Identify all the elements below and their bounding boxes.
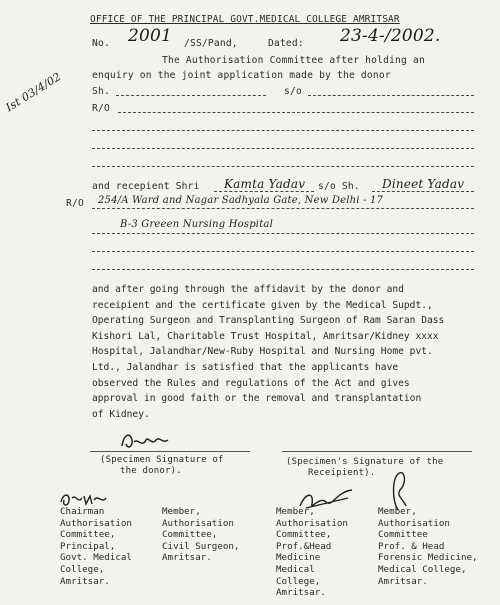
recipient-address-2-handwritten: B-3 Greeen Nursing Hospital: [120, 219, 273, 230]
recipient-father-handwritten: Dineet Yadav: [382, 177, 465, 191]
signatory-line: Amritsar.: [378, 575, 428, 587]
body-line: approval in good faith or the removal and transplantation: [92, 393, 422, 405]
signatory-prof-forensic: [378, 506, 478, 587]
signatory-line: Medicine: [276, 552, 321, 564]
recipient-address-line-1: [92, 208, 474, 209]
signatory-line: Committee,: [162, 529, 218, 541]
signatory-chairman: [60, 506, 132, 587]
body-line: Kishori Lal, Charitable Trust Hospital, Amritsar/Kidney xxxx: [92, 330, 439, 342]
signatory-line: Member,: [378, 506, 417, 517]
signatory-line: Committee: [378, 529, 428, 541]
signatory-line: Chairman: [60, 506, 105, 517]
signatory-line: Amritsar.: [162, 552, 212, 564]
signatory-line: Member,: [162, 506, 201, 517]
signatory-line: Committee,: [60, 529, 116, 541]
recipient-address-line-3: [92, 251, 474, 252]
donor-name-blank: [116, 95, 266, 96]
dated-value-handwritten: 23-4-/2002.: [340, 26, 441, 46]
body-line: Hospital, Jalandhar/New-Ruby Hospital and Nursing Home pvt.: [92, 346, 433, 358]
body-line: Ltd., Jalandhar is satisfied that the applicants have: [92, 361, 399, 373]
number-value-handwritten: 2001: [128, 26, 173, 46]
body-line: of Kidney.: [92, 408, 150, 420]
donor-so-label: s/o: [284, 86, 302, 97]
signatory-line: College,: [276, 575, 321, 587]
signatory-line: Forensic Medicine,: [378, 552, 478, 564]
margin-note-handwritten: Ist 03/4/02: [3, 70, 64, 115]
recipient-signature-line: [282, 451, 472, 452]
signatory-line: Prof.&Head: [276, 540, 332, 552]
body-line: and after going through the affidavit by the donor and: [92, 284, 404, 295]
signatory-line: Principal,: [60, 540, 116, 552]
recipient-address-line-2: [92, 233, 474, 234]
office-heading: OFFICE OF THE PRINCIPAL GOVT.MEDICAL COLLEGE AMRITSAR: [90, 14, 400, 25]
signatory-line: Authorisation: [276, 517, 348, 529]
donor-father-blank: [308, 95, 474, 96]
recipient-name-line: [214, 191, 314, 192]
signatory-line: Civil Surgeon,: [162, 540, 240, 552]
body-line: observed the Rules and regulations of the Act and gives: [92, 377, 410, 389]
signatory-line: Committee,: [276, 529, 332, 541]
signatory-line: Authorisation: [162, 517, 234, 529]
signatory-line: Amritsar.: [60, 575, 110, 587]
recipient-address-line-4: [92, 269, 474, 270]
recipient-father-line: [372, 191, 474, 192]
donor-specimen-caption-2: the donor).: [120, 466, 182, 476]
donor-signature-line: [90, 451, 250, 452]
donor-ro-label: R/O: [92, 103, 110, 114]
signatory-line: College,: [60, 563, 105, 575]
recipient-label: and recepient Shri: [92, 181, 200, 192]
signatory-line: Govt. Medical: [60, 552, 132, 564]
recipient-name-handwritten: Kamta Yadav: [224, 177, 306, 191]
body-line: receipient and the certificate given by the Medical Supdt.,: [92, 299, 433, 311]
ss-pand-ref: /SS/Pand,: [184, 38, 238, 49]
intro-line-1: The Authorisation Committee after holding an: [162, 55, 425, 66]
signatory-line: Member,: [276, 506, 315, 517]
number-label: No.: [92, 38, 110, 49]
signatory-line: Amritsar.: [276, 587, 326, 599]
donor-sh-label: Sh.: [92, 86, 110, 97]
recipient-specimen-caption-1: (Specimen's Signature of the: [286, 457, 444, 467]
intro-line-2: enquiry on the joint application made by the donor: [92, 70, 391, 81]
donor-specimen-caption-1: (Specimen Signature of: [100, 455, 224, 465]
donor-address-blank-3: [92, 148, 474, 149]
donor-address-blank-4: [92, 166, 474, 167]
signatory-line: Prof. & Head: [378, 540, 445, 552]
dated-label: Dated:: [268, 38, 304, 49]
signatory-line: Authorisation: [60, 517, 132, 529]
signatory-prof-medicine: [276, 506, 348, 599]
recipient-ro-label: R/O: [66, 198, 84, 209]
signatory-line: Medical College,: [378, 563, 467, 575]
signatory-line: Medical: [276, 563, 315, 575]
approval-paragraph: [92, 282, 492, 422]
signatory-civil-surgeon: [162, 506, 239, 564]
recipient-address-1-handwritten: 254/A Ward and Nagar Sadhyala Gate, New Delhi - 17: [98, 195, 384, 206]
recipient-so-label: s/o Sh.: [318, 181, 360, 192]
recipient-specimen-caption-2: Receipient).: [308, 468, 376, 478]
body-line: Operating Surgeon and Transplanting Surgeon of Ram Saran Dass: [92, 315, 445, 327]
signatory-line: Authorisation: [378, 517, 450, 529]
donor-address-blank-1: [118, 112, 474, 113]
donor-address-blank-2: [92, 130, 474, 131]
